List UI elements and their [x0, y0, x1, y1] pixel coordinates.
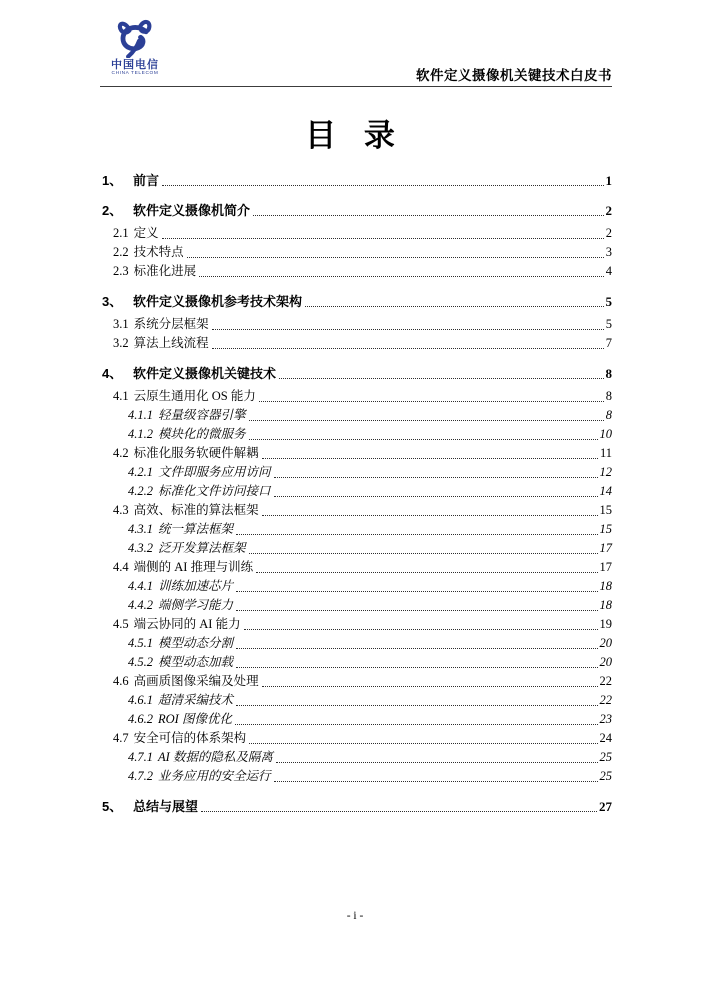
- toc-entry[interactable]: [100, 614, 612, 633]
- toc-entry[interactable]: [100, 633, 612, 652]
- toc-entry-page: 20: [599, 636, 612, 650]
- toc-dot-leader: [162, 185, 603, 186]
- toc-entry-number: 4.4.2: [128, 598, 153, 612]
- toc-entry[interactable]: [100, 242, 612, 261]
- toc-entry-page: 1: [605, 173, 612, 188]
- toc-dot-leader: [236, 705, 597, 706]
- toc-entry-page: 27: [599, 799, 612, 814]
- toc-entry[interactable]: [100, 314, 612, 333]
- footer-page-number: - i -: [346, 910, 364, 922]
- toc-entry-number: 4.3.1: [128, 522, 153, 536]
- toc-entry-title: 标准化文件访问接口: [158, 484, 271, 498]
- toc-dot-leader: [236, 591, 597, 592]
- toc-dot-leader: [262, 458, 598, 459]
- toc-dot-leader: [259, 401, 604, 402]
- toc-entry-page: 2: [605, 203, 612, 218]
- toc-entry[interactable]: [100, 363, 612, 382]
- toc-entry-number: 4.7.2: [128, 769, 153, 783]
- toc-entry[interactable]: [100, 728, 612, 747]
- toc-dot-leader: [244, 629, 598, 630]
- toc-dot-leader: [162, 238, 604, 239]
- toc-entry-page: 15: [599, 503, 612, 517]
- toc-entry-number: 2.2: [113, 245, 129, 259]
- toc-list: [100, 170, 612, 819]
- toc-entry-number: 4.7.1: [128, 750, 153, 764]
- toc-entry-page: 25: [599, 769, 612, 783]
- toc-entry-title: 安全可信的体系架构: [133, 731, 247, 745]
- toc-entry-number: 4、: [102, 366, 123, 381]
- toc-entry[interactable]: [100, 576, 612, 595]
- toc-entry-number: 4.7: [113, 731, 129, 745]
- toc-entry-number: 1、: [102, 173, 123, 188]
- toc-entry-number: 4.2.1: [128, 465, 153, 479]
- toc-entry-number: 4.2: [113, 446, 129, 460]
- toc-entry-title: 泛开发算法框架: [158, 541, 246, 555]
- toc-entry-page: 18: [599, 579, 612, 593]
- toc-entry-title: 软件定义摄像机简介: [133, 203, 251, 218]
- toc-entry-title: 训练加速芯片: [158, 579, 234, 593]
- toc-dot-leader: [279, 378, 603, 379]
- toc-dot-leader: [199, 276, 604, 277]
- toc-entry-page: 5: [605, 317, 612, 331]
- toc-entry[interactable]: [100, 500, 612, 519]
- toc-dot-leader: [236, 667, 597, 668]
- toc-entry-number: 3.1: [113, 317, 129, 331]
- toc-dot-leader: [249, 553, 598, 554]
- toc-entry-page: 2: [605, 226, 612, 240]
- toc-dot-leader: [276, 762, 598, 763]
- toc-entry-number: 4.3: [113, 503, 129, 517]
- toc-entry-page: 8: [605, 366, 612, 381]
- toc-entry-page: 24: [599, 731, 612, 745]
- toc-entry-title: 算法上线流程: [133, 336, 209, 350]
- toc-entry-number: 2.3: [113, 264, 129, 278]
- toc-entry-title: 定义: [133, 226, 159, 240]
- toc-dot-leader: [262, 686, 598, 687]
- toc-entry-number: 4.1: [113, 389, 129, 403]
- toc-entry-number: 4.1.2: [128, 427, 153, 441]
- toc-entry[interactable]: [100, 333, 612, 352]
- toc-entry[interactable]: [100, 386, 612, 405]
- header-doc-title: 软件定义摄像机关键技术白皮书: [416, 68, 612, 83]
- toc-entry-title: 前言: [133, 173, 160, 188]
- toc-dot-leader: [212, 329, 604, 330]
- toc-entry-page: 11: [599, 446, 612, 460]
- toc-entry-page: 14: [599, 484, 612, 498]
- toc-entry-page: 8: [605, 408, 612, 422]
- toc-entry-title: 技术特点: [133, 245, 184, 259]
- toc-entry-page: 4: [605, 264, 612, 278]
- toc-entry[interactable]: [100, 170, 612, 189]
- toc-entry-title: 业务应用的安全运行: [158, 769, 271, 783]
- toc-entry[interactable]: [100, 652, 612, 671]
- toc-entry[interactable]: [100, 766, 612, 785]
- toc-entry[interactable]: [100, 424, 612, 443]
- toc-entry[interactable]: [100, 796, 612, 815]
- toc-entry-number: 5、: [102, 799, 123, 814]
- toc-entry-number: 4.4: [113, 560, 129, 574]
- toc-entry[interactable]: [100, 747, 612, 766]
- toc-entry[interactable]: [100, 200, 612, 219]
- toc-entry-title: 超清采编技术: [158, 693, 234, 707]
- toc-entry[interactable]: [100, 462, 612, 481]
- china-telecom-brand: [100, 18, 170, 77]
- toc-entry-page: 3: [605, 245, 612, 259]
- toc-entry-number: 4.6: [113, 674, 129, 688]
- toc-entry-number: 4.4.1: [128, 579, 153, 593]
- toc-entry-page: 25: [599, 750, 612, 764]
- toc-dot-leader: [256, 572, 597, 573]
- toc-entry-page: 7: [605, 336, 612, 350]
- toc-entry-number: 4.5.1: [128, 636, 153, 650]
- toc-entry-number: 4.5.2: [128, 655, 153, 669]
- brand-name-cn: 中国电信: [111, 59, 159, 71]
- toc-entry-page: 10: [599, 427, 612, 441]
- toc-entry-number: 4.6.1: [128, 693, 153, 707]
- toc-dot-leader: [235, 724, 598, 725]
- toc-entry-page: 5: [605, 294, 612, 309]
- toc-entry-number: 2、: [102, 203, 123, 218]
- toc-page-title: 目 录: [305, 118, 405, 153]
- toc-entry-title: 系统分层框架: [133, 317, 209, 331]
- toc-entry-title: 高效、标准的算法框架: [133, 503, 259, 517]
- toc-dot-leader: [249, 439, 598, 440]
- toc-entry-page: 23: [599, 712, 612, 726]
- toc-entry[interactable]: [100, 557, 612, 576]
- toc-entry-title: 端侧的 AI 推理与训练: [133, 560, 254, 574]
- toc-entry-number: 3.2: [113, 336, 129, 350]
- toc-dot-leader: [212, 348, 604, 349]
- header-divider: [100, 86, 612, 87]
- toc-entry-number: 4.2.2: [128, 484, 153, 498]
- toc-dot-leader: [274, 781, 598, 782]
- toc-entry[interactable]: [100, 291, 612, 310]
- toc-dot-leader: [187, 257, 604, 258]
- toc-entry[interactable]: [100, 595, 612, 614]
- toc-entry-title: 软件定义摄像机参考技术架构: [133, 294, 303, 309]
- toc-dot-leader: [274, 496, 598, 497]
- toc-entry[interactable]: [100, 223, 612, 242]
- toc-entry[interactable]: [100, 261, 612, 280]
- toc-dot-leader: [201, 811, 597, 812]
- toc-entry-title: 文件即服务应用访问: [158, 465, 271, 479]
- toc-entry[interactable]: [100, 690, 612, 709]
- toc-entry-page: 19: [599, 617, 612, 631]
- toc-entry-title: 端侧学习能力: [158, 598, 234, 612]
- toc-entry[interactable]: [100, 538, 612, 557]
- toc-entry-number: 2.1: [113, 226, 129, 240]
- toc-entry-page: 15: [599, 522, 612, 536]
- toc-entry-page: 17: [599, 560, 612, 574]
- toc-entry-page: 17: [599, 541, 612, 555]
- toc-entry[interactable]: [100, 481, 612, 500]
- toc-entry-page: 22: [599, 693, 612, 707]
- toc-entry-page: 20: [599, 655, 612, 669]
- toc-entry-number: 4.5: [113, 617, 129, 631]
- toc-entry-title: 轻量级容器引擎: [158, 408, 246, 422]
- toc-entry[interactable]: [100, 405, 612, 424]
- toc-entry-title: 软件定义摄像机关键技术: [133, 366, 277, 381]
- toc-dot-leader: [249, 743, 597, 744]
- toc-entry-page: 22: [599, 674, 612, 688]
- toc-entry-title: AI 数据的隐私及隔离: [158, 750, 273, 764]
- toc-dot-leader: [274, 477, 598, 478]
- toc-entry-page: 18: [599, 598, 612, 612]
- toc-entry[interactable]: [100, 443, 612, 462]
- toc-entry[interactable]: [100, 709, 612, 728]
- toc-dot-leader: [249, 420, 604, 421]
- brand-name-en: CHINA TELECOM: [111, 71, 159, 76]
- toc-dot-leader: [305, 306, 603, 307]
- toc-entry-title: 总结与展望: [133, 799, 199, 814]
- toc-entry-number: 3、: [102, 294, 123, 309]
- toc-dot-leader: [236, 610, 597, 611]
- toc-entry-page: 8: [605, 389, 612, 403]
- china-telecom-logo-icon: [100, 18, 170, 58]
- toc-entry[interactable]: [100, 519, 612, 538]
- toc-entry-number: 4.1.1: [128, 408, 153, 422]
- page-header: [100, 16, 612, 88]
- toc-entry-title: 模型动态分割: [158, 636, 234, 650]
- toc-dot-leader: [236, 648, 597, 649]
- toc-entry-title: 模型动态加载: [158, 655, 234, 669]
- toc-dot-leader: [253, 215, 603, 216]
- toc-dot-leader: [236, 534, 597, 535]
- toc-entry[interactable]: [100, 671, 612, 690]
- toc-entry-number: 4.6.2: [128, 712, 153, 726]
- toc-entry-title: 标准化进展: [133, 264, 197, 278]
- toc-entry-title: 模块化的微服务: [158, 427, 246, 441]
- toc-dot-leader: [262, 515, 598, 516]
- toc-entry-title: 高画质图像采编及处理: [133, 674, 259, 688]
- toc-entry-title: 端云协同的 AI 能力: [133, 617, 241, 631]
- toc-entry-title: ROI 图像优化: [158, 712, 232, 726]
- toc-entry-page: 12: [599, 465, 612, 479]
- toc-entry-number: 4.3.2: [128, 541, 153, 555]
- toc-entry-title: 统一算法框架: [158, 522, 234, 536]
- toc-entry-title: 云原生通用化 OS 能力: [133, 389, 256, 403]
- toc-entry-title: 标准化服务软硬件解耦: [133, 446, 259, 460]
